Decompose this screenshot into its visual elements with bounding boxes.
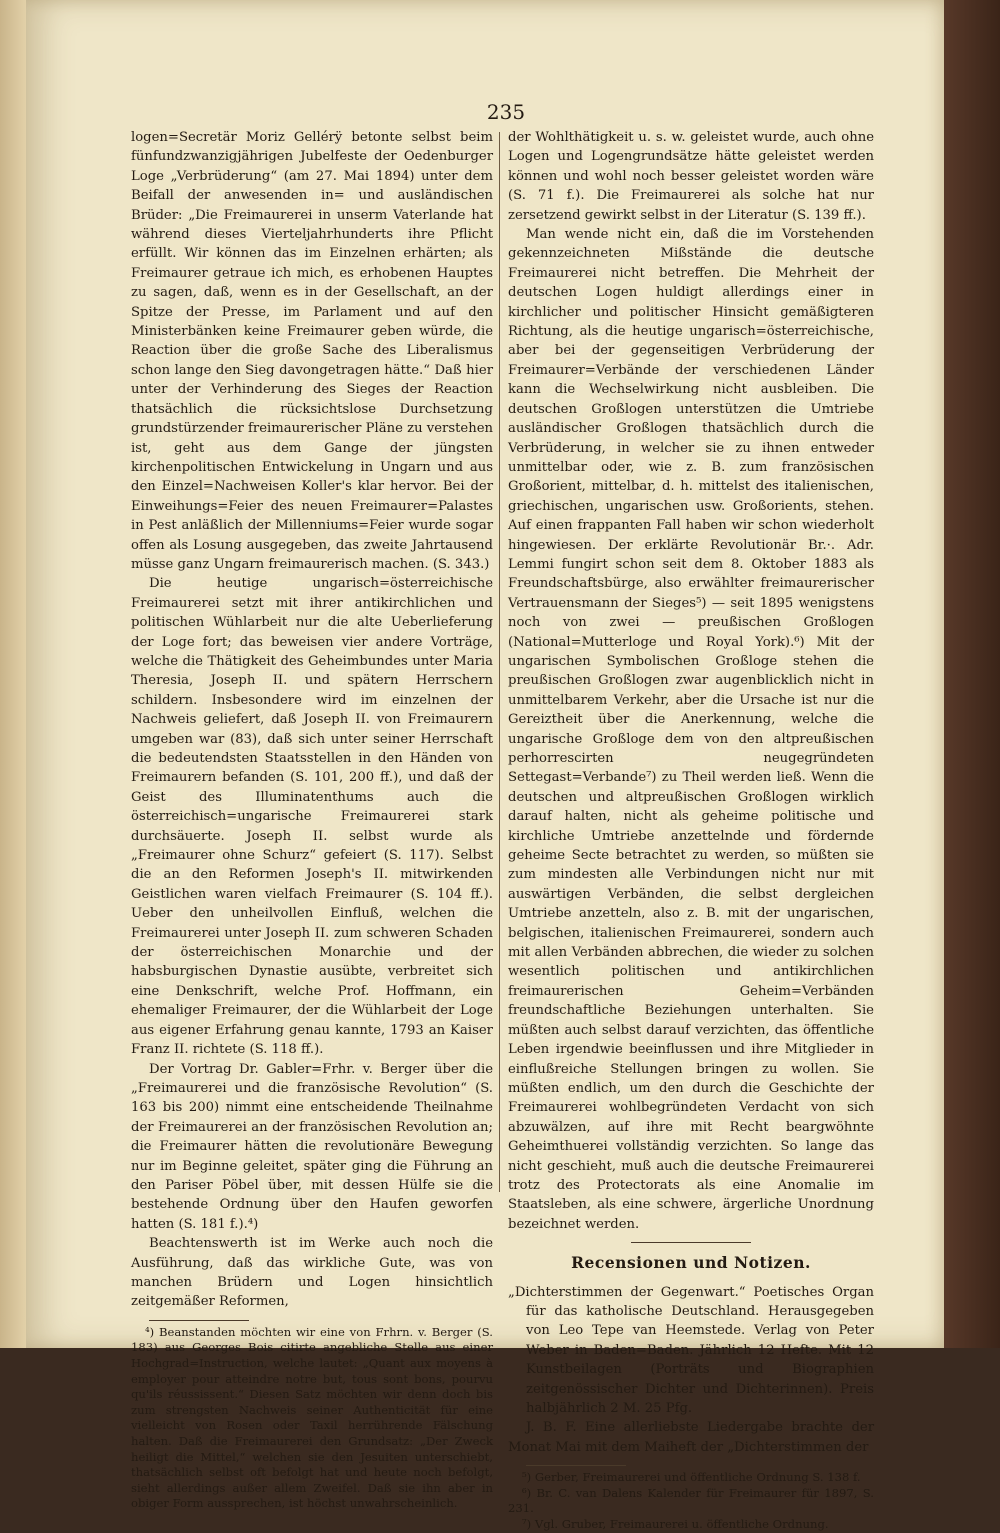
paragraph: Beachtenswerth ist im Werke auch noch die Ausführung, daß das wirkliche Gute, was von manchen Brüdern und Logen hinsichtlich zeitgemäßer Reformen, (131, 1236, 493, 1310)
section-heading: Recensionen und Notizen. (571, 1253, 811, 1273)
footnote: ⁴) Beanstanden möchten wir eine von Frhrn. v. Berger (S. 183) aus Georges Bois citirte angebliche Stelle aus einer Hochgrad=Instruction, welche lautet: „Quant aux moyens à employer pour atteindre notre but, tous sont bons, pourvu qu'ils réussissent.“ Diesen Satz möchten wir denn doch bis zum strengsten Nachweis seiner Authenticität für eine vielleicht von Rosen oder Taxil herrührende Fälschung halten. Daß die Freimaurerei den Grundsatz: „Der Zweck heiligt die Mittel,“ welchen sie den Jesuiten unterschiebt, thatsächlich selbst oft befolgt hat und heute noch befolgt, sieht allerdings außer allem Zweifel. Daß sie ihn aber in obiger Form aussprechen, ist höchst unwahrscheinlich. (131, 1324, 493, 1511)
footnote: ⁷) Vgl. Gruber, Freimaurerei u. öffentliche Ordnung. (522, 1517, 829, 1531)
footnotes (131, 1325, 493, 1512)
section-rule (631, 1242, 751, 1243)
paragraph: Der Vortrag Dr. Gabler=Frhr. v. Berger über die „Freimaurerei und die französische Revolution“ (S. 163 bis 200) nimmt eine entscheidende Theilnahme der Freimaurerei an der französischen Revolution an; die Freimaurer hätten die revolutionäre Bewegung nur im Beginne geleitet, später ging die Führung an den Pariser Pöbel über, mit dessen Hülfe sie die bestehende Ordnung über den Haufen geworfen hatten (S. 181 f.).⁴) (131, 1061, 493, 1232)
review-entry: „Dichterstimmen der Gegenwart.“ Poetisches Organ für das katholische Deutschland. Herausgegeben von Leo Tepe van Heemstede. Verlag von Peter Weber in Baden=Baden. Jährlich 12 Hefte. Mit 12 Kunstbeilagen (Porträts und Biographien zeitgenössischer Dichter und Dichterinnen). Preis halbjährlich 2 M. 25 Pfg. (508, 1284, 874, 1416)
right-column (508, 128, 874, 1533)
footnote: ⁵) Gerber, Freimaurerei und öffentliche Ordnung S. 138 f. (522, 1470, 861, 1485)
footnotes (508, 1470, 874, 1532)
paragraph: Die heutige ungarisch=österreichische Freimaurerei setzt mit ihrer antikirchlichen und politischen Wühlarbeit nur die alte Ueberlieferung der Loge fort; das beweisen vier andere Vorträge, welche die Thätigkeit des Geheimbundes unter Maria Theresia, Joseph II. und spätern Herrschern schildern. Insbesondere wird im einzelnen der Nachweis geliefert, daß Joseph II. von Freimaurern umgeben war (83), daß sich unter seiner Herrschaft die bedeutendsten Staatsstellen in den Händen von Freimaurern befanden (S. 101, 200 ff.), und daß der Geist des Illuminatenthums auch die österreichisch=ungarische Freimaurerei stark durchsäuerte. Joseph II. selbst wurde als „Freimaurer ohne Schurz“ gefeiert (S. 117). Selbst die an den Reformen Joseph's II. mitwirkenden Geistlichen waren vielfach Freimaurer (S. 104 ff.). Ueber den unheilvollen Einfluß, welchen die Freimaurerei unter Joseph II. zum schweren Schaden der österreichischen Monarchie und der habsburgischen Dynastie ausübte, verbreitet sich eine Denkschrift, welche Prof. Hoffmann, ein ehemaliger Freimaurer, der die Wühlarbeit der Loge aus eigener Erfahrung genau kannte, 1793 an Kaiser Franz II. richtete (S. 118 ff.). (131, 576, 493, 1058)
paragraph: Man wende nicht ein, daß die im Vorstehenden gekennzeichneten Mißstände die deutsche Freimaurerei nicht betreffen. Die Mehrheit der deutschen Logen huldigt allerdings einer in kirchlicher und politischer Hinsicht gemäßigteren Richtung, als die heutige ungarisch=österreichische, aber bei der gegenseitigen Verbrüderung der Freimaurer=Verbände der verschiedenen Länder kann die Wechselwirkung nicht ausbleiben. Die deutschen Großlogen unterstützen die Umtriebe ausländischer Großlogen thatsächlich durch die Verbrüderung, in welcher sie zu ihnen entweder unmittelbar oder, wie z. B. zum französischen Großorient, mittelbar, d. h. mittelst des italienischen, griechischen, ungarischen usw. Großorients, stehen. Auf einen frappanten Fall haben wir schon wiederholt hingewiesen. Der erklärte Revolutionär Br.·. Adr. Lemmi fungirt schon seit dem 8. Oktober 1883 als Freundschaftsbürge, also erwählter freimaurerischer Vertrauensmann der Sieges⁵) — seit 1895 wenigstens noch von zwei — preußischen Großlogen (National=Mutterloge und Royal York).⁶) Mit der ungarischen Symbolischen Großloge stehen die preußischen Großlogen zwar augenblicklich nicht in unmittelbarem Verkehr, aber die Ursache ist nur die Gereiztheit über die Anerkennung, welche die ungarische Großloge dem von den altpreußischen perhorrescirten neugegründeten Settegast=Verbande⁷) zu Theil werden ließ. Wenn die deutschen und altpreußischen Großlogen wirklich darauf halten, nicht als geheime politische und kirchliche Umtriebe anzettelnde und fördernde geheime Secte betrachtet zu werden, so müßten sie zum mindesten alle Verbindungen nicht nur mit auswärtigen Verbänden, die selbst dergleichen Umtriebe anzetteln, also z. B. mit der ungarischen, belgischen, italienischen Freimaurerei, sondern auch mit allen Verbänden abbrechen, die wieder zu solchen wesentlich politischen und antikirchlichen freimaurerischen Geheim=Verbänden freundschaftliche Beziehungen unterhalten. Sie müßten auch selbst darauf verzichten, das öffentliche Leben irgendwie beeinflussen und ihre Mitglieder in einflußreiche Stellungen bringen zu wollen. Sie müßten endlich, um den durch die Geschichte der Freimaurerei wohlbegründeten Verdacht von sich abzuwälzen, auf ihre mit Recht beargwöhnte Geheimthuerei vollständig verzichten. So lange das nicht geschieht, muß auch die deutsche Freimaurerei trotz des Protectorats als eine Anomalie im Staatsleben, als eine schwere, ärgerliche Unordnung bezeichnet werden. (508, 227, 874, 1232)
left-column (131, 128, 493, 1512)
footnote-rule (526, 1465, 626, 1466)
footnote: ⁶) Br. C. van Dalens Kalender für Freimaurer für 1897, S. 231. (508, 1485, 874, 1516)
column-divider (499, 132, 500, 1192)
book-page (26, 0, 944, 1531)
paragraph: der Wohlthätigkeit u. s. w. geleistet wurde, auch ohne Logen und Logengrundsätze hätte geleistet werden können und wohl noch besser geleistet worden wäre (S. 71 f.). Die Freimaurerei als solche hat nur zersetzend gewirkt selbst in der Literatur (S. 139 ff.). (508, 130, 874, 223)
page-number: 235 (486, 100, 526, 124)
footnote-rule (149, 1320, 249, 1321)
review-text: J. B. F. Eine allerliebste Liedergabe brachte der Monat Mai mit dem Maiheft der „Dichterstimmen der (508, 1420, 874, 1455)
paragraph: logen=Secretär Moriz Gellérÿ betonte selbst beim fünfundzwanzigjährigen Jubelfeste der Oedenburger Loge „Verbrüderung“ (am 27. Mai 1894) unter dem Beifall der anwesenden in= und ausländischen Brüder: „Die Freimaurerei in unserm Vaterlande hat während dieses Vierteljahrhunderts ihre Pflicht erfüllt. Wir können das im Einzelnen erhärten; als Freimaurer getraue ich mich, es erhobenen Hauptes zu sagen, daß, wenn es in der Gesellschaft, an der Spitze der Presse, im Parlament und auf den Ministerbänken keine Freimaurer geben würde, die Reaction über die große Sache des Liberalismus schon lange den Sieg davongetragen hätte.“ Daß hier unter der Verhinderung des Sieges der Reaction thatsächlich die rücksichtslose Durchsetzung grundstürzender freimaurerischer Pläne zu verstehen ist, geht aus dem Gange der jüngsten kirchenpolitischen Entwickelung in Ungarn und aus den Einzel=Nachweisen Koller's klar hervor. Bei der Einweihungs=Feier des neuen Freimaurer=Palastes in Pest anläßlich der Millenniums=Feier wurde sogar offen als Losung ausgegeben, das zweite Jahrtausend müsse ganz Ungarn freimaurerisch machen. (S. 343.) (131, 130, 493, 572)
book-cover-edge (940, 0, 1000, 1348)
